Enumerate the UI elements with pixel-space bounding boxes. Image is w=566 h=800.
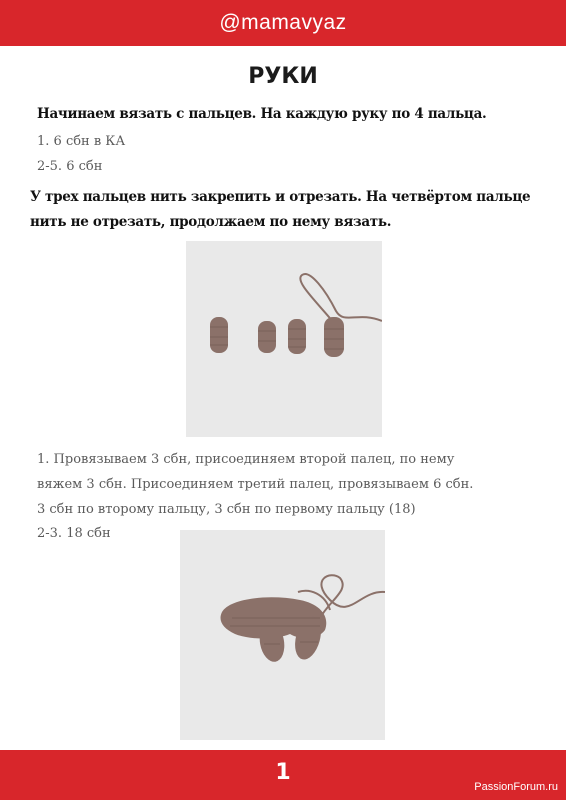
page-number: 1 (275, 760, 291, 785)
fingers-illustration (186, 241, 382, 437)
watermark: PassionForum.ru (474, 781, 558, 793)
row-instruction: 1. 6 сбн в КА (37, 134, 126, 149)
photo-four-fingers (186, 241, 382, 437)
intro-text: Начинаем вязать с пальцев. На каждую руку по 4 пальца. (37, 106, 487, 122)
page-title: РУКИ (248, 64, 318, 89)
row-instruction: 2-3. 18 сбн (37, 526, 111, 541)
note-text: нить не отрезать, продолжаем по нему вязать. (30, 214, 392, 230)
row-instruction: 2-5. 6 сбн (37, 159, 103, 174)
note-text: У трех пальцев нить закрепить и отрезать. На четвёртом пальце (30, 189, 531, 205)
row-instruction: 1. Провязываем 3 сбн, присоединяем второй палец, по нему (37, 452, 455, 467)
header-bar (0, 0, 566, 46)
photo-joined-fingers (180, 530, 385, 740)
header-handle: @mamavyaz (219, 11, 347, 34)
row-instruction: 3 сбн по второму пальцу, 3 сбн по первому пальцу (18) (37, 502, 416, 517)
joined-fingers-illustration (180, 530, 385, 740)
row-instruction: вяжем 3 сбн. Присоединяем третий палец, провязываем 6 сбн. (37, 477, 474, 492)
